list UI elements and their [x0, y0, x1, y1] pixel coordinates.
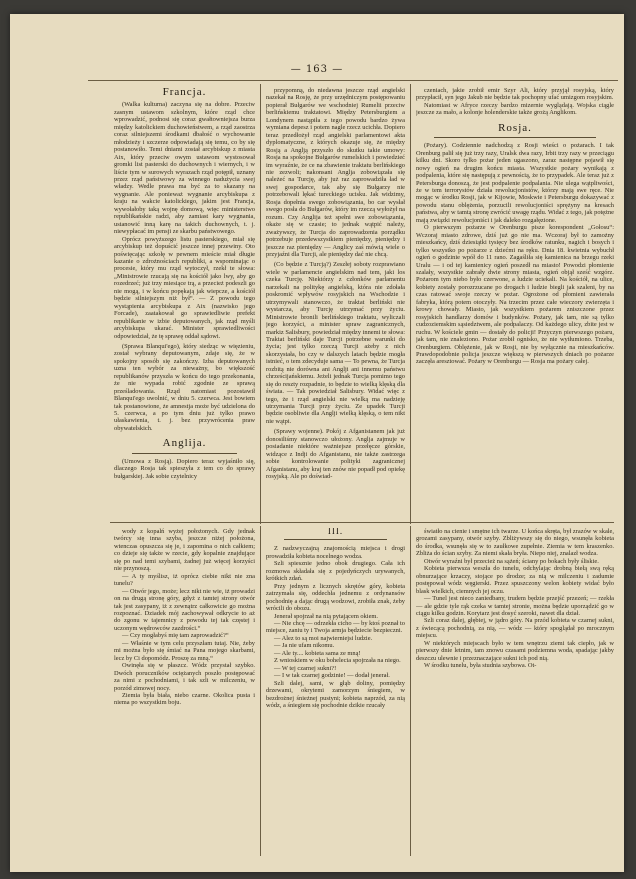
page-number: — 163 —	[290, 64, 344, 75]
story-paragraph-4: — Czy mogłabyś mię tam zaprowadzić?“	[122, 632, 229, 640]
chapter-rule	[284, 539, 387, 540]
column-francja	[114, 87, 255, 519]
column-divider-1	[260, 84, 261, 524]
story-paragraph-26: W środku tunelu, była studnia szybowa. Ot-	[424, 662, 537, 670]
story-paragraph-13: — Alez to są moi najwierniejsi ludzie.	[274, 634, 373, 642]
story-paragraph-8: Z nadzwyczajną znajomością miejsca i drogi prowadziła kobieta nocelnego wodza.	[266, 545, 405, 560]
anglija-paragraph-4: (Sprawy wojenne). Pokój z Afganistanem jak już donosiliśmy stanowczo ułożony. Anglja zajmuje w posiadanie niektóre ważniejsze przełęcze górskie, widzące z Indji do Afganistanu, nie także zastrzega sobie kontrolowanie polityki zagranicznej Afganistanu, aby kraj ten znów nie popadł pod opiekę rosyjską. Ale po doświad-	[266, 428, 405, 481]
story-chapter-heading: III.	[327, 528, 344, 536]
story-paragraph-12: — Nie chcę — odrzekła cicho — by ktoś poznał to miejsce, zaniu ty i Twoja armja będziecie bezpieczni.	[266, 619, 405, 635]
story-paragraph-10: Przy jednym z licznych skrętów góry, kobieta zatrzymała się, oddechła jednemu z ordynansów pochodnię a dając drugą wodzowi, zrobiła znak, żeby wrócili do obozu.	[266, 582, 405, 613]
story-paragraph-5: — Właśnie w tym celu przyszłam tutaj. Nie, żeby mi można było się śmiać na Pana mojego skarbami, lecz by Ci dopomódz. Proszę za mną.“	[114, 639, 255, 662]
story-paragraph-9: Szli spiesznie jedno obok drugiego. Cała ich rozmowa składała się z pojedyńczych urywanych, krótkich zdań.	[266, 560, 405, 583]
anglija-paragraph-5: czeniach, jakie zrobił emir Szyr Ali, który przyjął rosyjską, który przypłacił, syn jego Jakub nie będzie tak pochopny ufać umizgom rosyjskim.	[416, 87, 614, 102]
column-story-middle	[266, 528, 405, 858]
anglija-paragraph-1: (Umowa z Rosją). Dopiero teraz wyjaśniło się, dlaczego Rosja tak spieszyła z tem co do sprawy bułgarskiej. Jak sobie czytelnicy	[114, 457, 255, 480]
story-paragraph-18: — I w tak czarnej godzinie! — dodał jenerał.	[274, 672, 390, 680]
section-rule	[110, 522, 614, 523]
story-paragraph-2: — A ty myślisz, iż oprócz ciebie nikt nie zna tunelu?	[114, 572, 255, 588]
heading-anglija: Anglija.	[162, 437, 207, 450]
header-rule	[88, 80, 618, 81]
story-paragraph-16: Z wnioskiem w oku bohelecia spojrzała na niego.	[274, 657, 401, 665]
rosja-rule	[434, 137, 596, 138]
story-paragraph-22: Kobieta pierwsza weszła do tunelu, odchylając drobną biełą swą ręką obnurzające krzaczy, stojące po drodze; za nią w milczeniu i zadumie postępował wódz węgierski. Przez spuszczony welon kobiety widać było blask wielkich, ciemnych jej oczu.	[416, 565, 614, 595]
francja-paragraph-1: (Walka kulturna) zaczyna się na dobre. Przeciw zasnym ustawom szkolnym, które rząd chce wprowadzić, podnosi się coraz gwałtowniejsza burza między katolickiem duchowieństwem, a rząd zaostrza coraz silniejszemi środkami dbałość o wychowanie młodzieży i szczerze odpowiadają się temu, co by się postanowiło. Temi dniami został arcybiskup z miasta Aix, który przeciw owym ustawom wystosował gromki list pasterski do duchownych i wiernych, i w liście tym w surowych wyrazach rząd potępił, uznany przez rząd państwowy za winnego nadużycia swej władzy. Wedle prawa ma być za to skazany na wygnanie. Ale ponieważ wygnanie arcybiskupa z kraju na wakcie katolickiego, jakim jest Francja, wywołałoby taką wojnę domową, więc ministerstwo republikańskie radzi, aby zamiast kary wygnania, ustanowić inną karę na takich duchownych, t. j. niewypłacać im pensji ze skarbu państwowego.	[114, 101, 255, 236]
anglija-rule	[132, 453, 237, 454]
anglija-paragraph-6: Natomiast w Afryce rzeczy bardzo mizernie wyglądają. Wojska ciągle jeszcze za mało, a kolonje holenderskie także grożą Anglikom.	[416, 101, 614, 117]
story-paragraph-21: Otwór wyraźni był przecież na sążeń; ściany po bokach były śliskie.	[424, 557, 599, 565]
story-paragraph-17: — W tej czarnej sukni?!	[274, 664, 337, 672]
story-paragraph-6: Owinęła się w płaszcz. Wódz przystał szybko. Dwóch poruczników ociężanych poszło postępować za nimi z pochodniami, i tak szli w milczeniu, w porzód zimowej nocy.	[114, 662, 255, 692]
rosja-paragraph-2: O pierwszym pożarze w Orenburgu pisze korespondent „Gołosu“: Wczoraj miasto zdrowe, dziś już go nie ma. Wczoraj był to zamożny mieszkańcy, dziś dziesiątki tysięcy bez środków ratunku, nagich i bosych i tylko wszystko po pożarze z dziećmi na ręku. Dnia 18. kwietnia wybuchł ogień o godzinie wpół do 11 rano. Zagaśliła się kamienica na brzegu rzeki Uralu — i od tej kamienicy ogień poszedł na miasto! Powodzi płomienie szalały, wszystkie zabrały dwie strony miasta, ogień objął sześć wzgórz. Pożarom tym niebo było czerwone, a ludzie uciekali. Na kościół, na ulice, kobiety zostały porozrzucane po drogach i ludzie biegli jak szaleni, by na czas ratować swoje rzeczy w pożar. Ogrożone od płomieni zawierała fabryka, którą potem otoczyły. Na trzecim przez całe wieczory zwierzęta i krowy chowały. Miasto, jak wszystkiem pożarem zniszczone przez rosyjskich handlarzy domów i budynków. Pożary, jak tam, nie są tylko cudzoziemskim sąsiedztwem, ale podpalaczy. Od każdego ulicy, zbite jest w ruchu. W kościele gmin — dostały do policji! Przyczyn pierwszego pożaru, jak tam, nie znaleziono. Pożar zrobił ognisko, że nie wytłumiono. Trzeba, Orenburgiem. Oblężenie, jak w Rosji, nie by wyłącznie na mieszkańców. Prawdopodobnie policja jeszcze większą w pierwszych dniach po pożarze zaczęła aresztować. Pożary w Orenburgu — Rosja ma pożary całej.	[416, 224, 614, 366]
story-paragraph-7: Ziemia była biała, niebo czarne. Okolica pusta i niema po wszystkim boju.	[114, 691, 255, 707]
story-paragraph-1: wody z kopalń wyżej położonych. Gdy jednak twórcy się inna szyba, jeszcze niżej położona, wtenczas opuszcza się je, i zapomina o nich całkiem; co dzieje się także w rzecie, gdy kopalnie znajdujące się po nad temi szybami, żadnej już więcej korzyści nie przynoszą.	[114, 528, 255, 573]
heading-rosja: Rosja.	[498, 121, 532, 134]
rosja-paragraph-1: (Pożary). Codziennie nadchodzą z Rosji wieści o pożarach. I tak Orenburg palił się już trzy razy, Uralsk dwa razy, Irbit trzy razy w przeciągu kilku dni. Skoro tylko pożar jeden ugaszono, zaraz następne pojawił się nowy ogień na drugim końcu miasta. Wszystkie pożary wynikają z podpalenia, które się następują z pewnością, że to przypadek. Ale teraz już z Petersburga donoszą, że jest podpalenie podpalania. Nie ulega wątpliwości, że w tem terrorystów działa rewolucjonistów, którzy mają swe ręce. Nie mogąc w środku Rosji, jak w Kijowie, Moskwie i Petersburgu dokazywać z powodu stanu oblężenia, porzucili rewolucjoniści sprężyny na kresach państwa, aby w tamtą stronę zwrócić uwagę rządu. Widać z tego, jak potężne mają związki rewolucjoniści i jak daleko rozgałęzione.	[416, 142, 614, 224]
story-paragraph-15: — Ale ty.... kobieta sama ze mną!	[274, 649, 361, 657]
column-divider-3	[260, 526, 261, 856]
story-paragraph-3: — Otwór jego, może; lecz nikt nie wie, iż prowadzi on na drugą stronę góry, gdyż z tamtej strony otwór tak jest zasypany, iż z zewnątrz całkowicie go można rozpoznać. Dziadek mój zachowywał odkrycie to aż do zgonu w tajemnicy z powodu tej tak częstej i uczonym wędrowców zazdrości.“	[114, 587, 255, 632]
column-rosja	[416, 87, 614, 519]
story-paragraph-25: W niektórych miejscach było w tem wnętrzu ziemi tak ciepło, jak w pierwszy dnie letnim, tam znowu czasami podziemna woda, spadając jakby deszczu ulewnie i przeznaczające sukni ich pod nią.	[416, 639, 614, 662]
francja-paragraph-3: (Sprawa Blanqui'ego), który siedząc w więzieniu, został wybrany deputowanym, zdaje się, że w spokojny sposób się zakończy. Izba deputowanych uzna ten wybór za nieważny, bo większość republikanów przyszła w końcu do tego przekonania, że nie wypada robić zgodnie ze sprawą prześladowania. Rząd natomiast pozostawił Blanqui'ego uwolnić, w dniu 5. czerwca. Jest bowiem tak postanowione, że amnestja może być udzielona do 5. czerwca, a po tym dniu już tylko prawo ułaskawienia, t. j. bez przywrócenia praw obywatelskich.	[114, 342, 255, 432]
anglija-paragraph-2: przypomną, do niedawna jeszcze rząd angielski nazekał na Rosję, że przy urzędniczym postępowaniu popierał Bułgarów we wschodniej Rumelii przeciw berlińskiemu traktatowi. Między Petersburgiem a Londynem nastąpiła z tego powodu bardzo żywa wymiana depesz i potem nagle rzecz ucichła. Dopiero teraz przedłożył rząd angielski parlamentowi akta dyplomatyczne, z których okazuje się, że między Rosją a Anglją przyszło do skutku takie umowy: Rosja na spokojne Bułgarów rumelskich i powiedzieć im wyraźnie, że ce na zbawienie traktatu berlińskiego nie zezwoli; nakonsani Anglja zobowiązała się należeć na Turcję, aby już raz zaprowadziła ład w swej gospodarce, tak aby się Bułgarzy nie potrzebowali lękać tureckiego ucisku. Jak widzimy, Rosja dopełnia swego zobowiązania, bo car wysłał swego posła do Bułgarów, który im rzeczą wyłożył na rozum. Czy Anglija też spełni swe zobowiązania, okaże się w czasie; to jednak wątpić należy, zważywszy, że Turcja do zaprowadzenia porządku potrzebuje przedewszystkiem pieniędzy, pieniędzy i jeszcze raz pieniędzy — Anglicy zaś mówią wiele o przyjaźni dla Turcji, ale pieniędzy dać nie chcą.	[266, 87, 405, 258]
story-paragraph-19: Szli dalej, sami, w głąb doliny, pomiędzy drzewami, okrytemi zamorzym śniegiem, w bezdrożnej śnieżnej pustyni; kobieta naprzód, za nią wódz, a śniegiem się pochodnie dzikie rzucały	[266, 679, 405, 709]
newspaper-page	[10, 14, 624, 872]
heading-francja: Francja.	[162, 87, 207, 98]
column-story-left	[114, 528, 255, 858]
story-paragraph-24: Szli coraz dalej, głębiej, w jądro góry. Na przód kobieta w czarnej sukni, z świecącą pochodnią, za nią, — wódz — który spoglądał po mrocznym miejscu.	[416, 617, 614, 640]
column-divider-2	[410, 84, 411, 524]
column-story-right	[416, 528, 614, 858]
column-anglija-cont	[266, 87, 405, 519]
francja-paragraph-2: Oprócz powyższego listu pasterskiego, miał się arcybiskup też dopuścić jeszcze innej przewiny. Oto poświęcając szkołę w pewnem mieście miał długie kazanie o zdrożnościach republiki, a wspominając o procesie, który mu rząd wytoczył, rzekł te słowa: „Ministrowie rzucają się na kościół jako lwy, aby go rozedrzeć; już trzy miesiące trą, a przecież podeszli go nie mogą, i w końcu popękają jak wiepcze, a kościół będzie silniejszym niż był“. — Z powodu tego wystąpienia arcybiskupa z Aix (nazwisko jego Forcade), zaatakował go sprawiedliwie prefekt republikanie w izbie deputowanych, jak rząd myśli arcybiskupa ukarać. Minister sprawiedliwości odpowiedział, że tę sprawę oddał sądowi.	[114, 235, 255, 340]
story-paragraph-14: — Ja nie ufam nikomu.	[274, 642, 335, 650]
story-paragraph-11: Jenerał spojrzał na nią pytającem okiem.	[274, 612, 378, 620]
story-paragraph-23: — Tunel jest nieco zaniedbany, trudem będzie przejść przezeń; — rzekła — ale gdzie tyle rąk czeka w tamtej stronie, można będzie uporządzić go w ciągu kilku godzin. Korytarz jest dosyć szeroki, nawet dla dział.	[416, 595, 614, 617]
column-divider-4	[410, 526, 411, 856]
story-paragraph-20: światło na cienie i smętne ich twarze. U końca skręta, był zrazów w skale, grozami zasypany, otwór szyby. Zbliżywszy się do niego, wsunęła kobieta do środka, wsunęła się w to zaułkowe zupełnie. Ziemia w tem kraszenko. Zbliża do ścian szyby. Za niemi skała bryła. Niepo niej, znalazł wodza.	[416, 528, 614, 558]
anglija-paragraph-3: (Co będzie z Turcją?) Zeszłej soboty rozprawiano wiele w parlamencie angielskim nad tem, jaki los czeka Turcję. Niektórzy z członków parlamentu narzekali na politykę angielską, która nie zdołała poskromić wpływów rosyjskich na Wschodzie i utrzymywali stanowczo, że traktat berliński nie wystarcza, aby Turcję utrzymać przy życiu. Ministrowie bronili berlińskiego traktatu, wyliczali jego korzyści, a minister spraw zagranicznych, markiz Salisbury, powiedział między innemi te słowa: Traktat berliński daje Turcji potrzebne warunki do życia; jest tylko rzeczą Turcji ażeby z nich skorzystała, bo czy w dalszych latach będzie mogła istnieć, o tem zdecyduje sama — To pewna, że Turcja rozbitą nie dorówna ani Anglji ani innemu państwu chrześcijańskiemu. Jeżeli jednak Turcja pomimo tego się do reszty rozpadnie, to będzie to wielką klęską dla świata. — Tak powiedział Salisbury. Widać więc z tego, że i rząd angielski nie wielką ma nadzieję utrzymania Turcji przy życiu. Ze upadek Turcji będzie osobliwie dla Anglji wielką klęską, o tem nikt nie wątpi.	[266, 261, 405, 425]
